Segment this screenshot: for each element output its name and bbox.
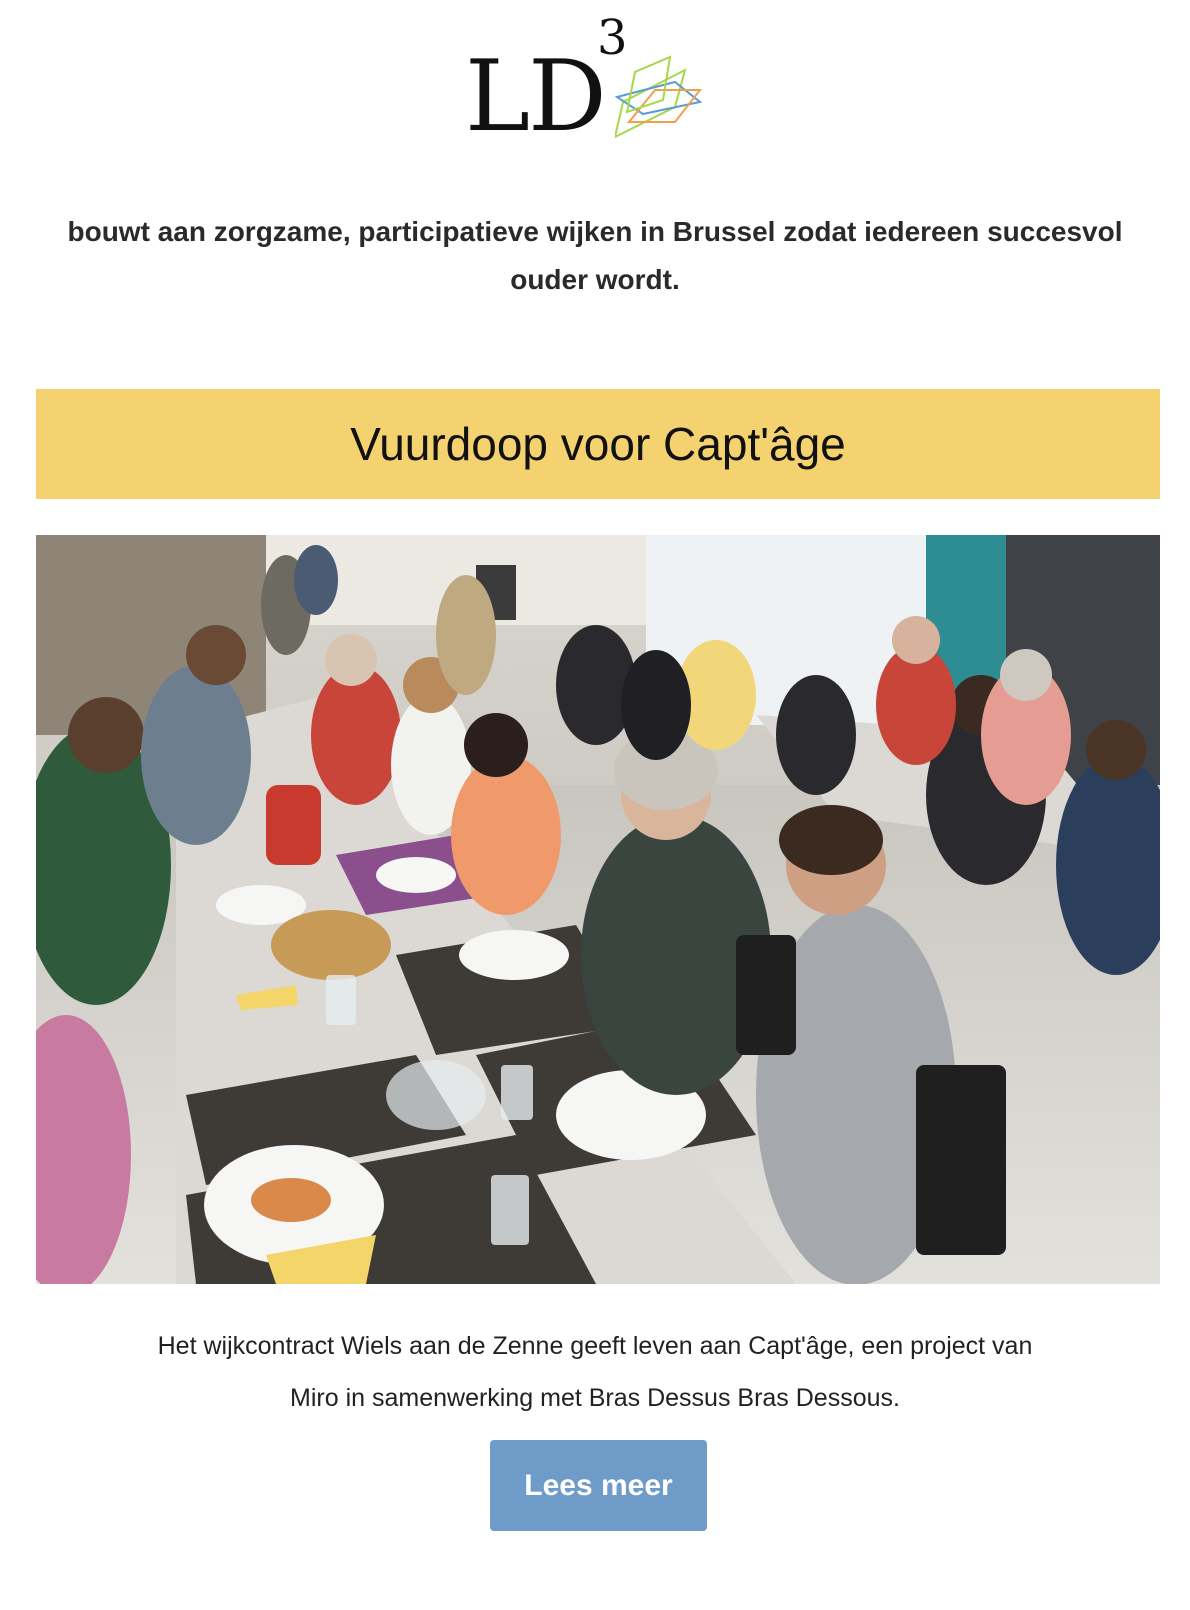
tagline: bouwt aan zorgzame, participatieve wijken in Brussel zodat iedereen succesvol ouder wordt. xyxy=(67,216,1123,295)
dining-scene-image xyxy=(36,535,1160,1284)
article-photo[interactable] xyxy=(36,535,1160,1284)
ld3-logo[interactable] xyxy=(455,12,715,162)
logo-superscript: 3 xyxy=(597,10,628,66)
article-title: Vuurdoop voor Capt'âge xyxy=(350,418,846,470)
article-title-banner xyxy=(36,389,1160,499)
article-intro: Het wijkcontract Wiels aan de Zenne geeft leven aan Capt'âge, een project van Miro in samenwerking met Bras Dessus Bras Dessous. xyxy=(157,1332,1033,1412)
logo-parallelograms-icon xyxy=(615,52,705,152)
read-more-button[interactable]: Lees meer xyxy=(490,1440,707,1531)
logo-letters: LD xyxy=(465,40,605,154)
